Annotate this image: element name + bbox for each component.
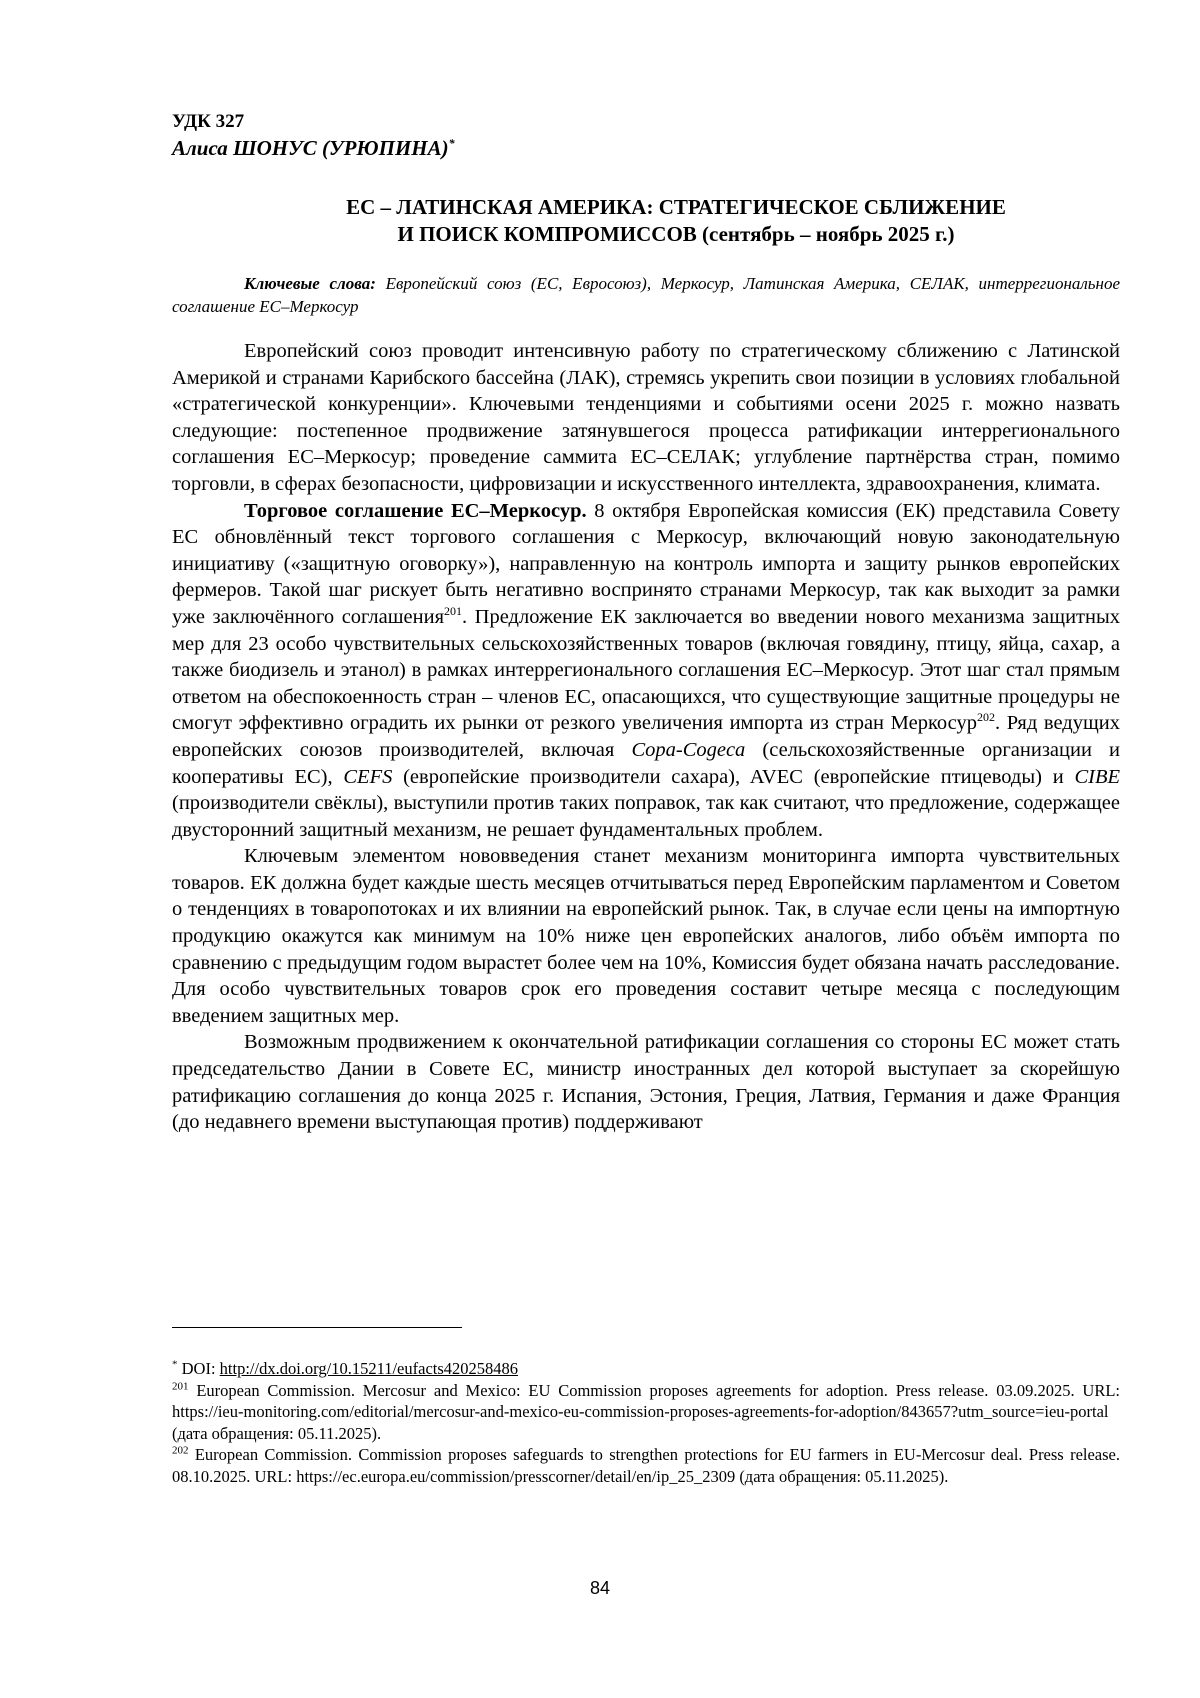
paragraph-4: Возможным продвижением к окончательной ратификации соглашения со стороны ЕС может стать председательство Дании в Совете ЕС, министр иностранных дел которой выступает за скорейшую ратификацию соглашения до конца 2025 г. Испания, Эстония, Греция, Латвия, Германия и даже Франция (до недавнего времени выступающая против) поддерживают	[172, 1031, 1120, 1134]
title-line-2: И ПОИСК КОМПРОМИССОВ (сентябрь – ноябрь 2025 г.)	[397, 222, 955, 246]
footnote-201-text: European Commission. Mercosur and Mexico: EU Commission proposes agreements for adoption. Press release. 03.09.2025. URL: https://ieu-monitoring.com/editorial/mercosur-and-mexico-eu-commission-proposes-agreements-for-adoption/843657?utm_source=ieu-portal (дата обращения: 05.11.2025).	[172, 1380, 1120, 1443]
article-body	[172, 338, 1120, 1136]
org-copa-cogeca: Copa-Cogeca	[631, 738, 746, 761]
author-name	[172, 134, 1120, 162]
footnote-doi	[172, 1358, 1120, 1380]
paragraph-2-text-a: 8 октября Европейская комиссия (ЕК) представила Совету ЕС обновлённый текст торгового соглашения с Меркосур, включающий новую законодательную инициативу («защитную оговорку»), направленную на контроль импорта и защиту рынков европейских фермеров. Такой шаг рискует быть негативно воспринято странами Меркосур, так как выходит за рамки уже заключённого соглашения	[172, 499, 1120, 628]
footnote-201	[172, 1380, 1120, 1445]
page-number: 84	[589, 1578, 611, 1598]
author-footnote-mark: *	[448, 136, 455, 150]
paragraph-2-text-c: . Ряд ведущих европейских союзов производителей, включая	[172, 712, 1120, 761]
footnote-ref-201[interactable]: 201	[444, 604, 463, 619]
keywords-label: Ключевые слова:	[244, 274, 376, 293]
footnote-202-text: European Commission. Commission proposes safeguards to strengthen protections for EU farmers in EU-Mercosur deal. Press release. 08.10.2025. URL: https://ec.europa.eu/commission/presscorner/detail/en/ip_25_2309 (дата обращения: 05.11.2025).	[172, 1445, 1120, 1486]
section-heading-trade-agreement: Торговое соглашение ЕС–Меркосур.	[244, 499, 587, 522]
org-cefs: CEFS	[343, 765, 393, 788]
article-title	[172, 194, 1120, 248]
footnote-202	[172, 1444, 1120, 1487]
footnote-doi-mark: *	[172, 1358, 178, 1371]
doi-link[interactable]: http://dx.doi.org/10.15211/eufacts420258486	[219, 1359, 519, 1378]
keywords-text: Европейский союз (ЕС, Евросоюз), Меркосур, Латинская Америка, СЕЛАК, интеррегиональное соглашение ЕС–Меркосур	[172, 274, 1121, 316]
paragraph-2-text-d: (сельскохозяйственные организации и кооперативы ЕС),	[172, 738, 1120, 788]
footnote-202-mark: 202	[172, 1444, 189, 1457]
footnote-201-mark: 201	[172, 1380, 189, 1392]
main-content	[172, 110, 1120, 1136]
paragraph-2-text-e: (европейские производители сахара), AVEC (европейские птицеводы) и	[392, 765, 1075, 788]
keywords	[172, 272, 1120, 318]
title-line-1: ЕС – ЛАТИНСКАЯ АМЕРИКА: СТРАТЕГИЧЕСКОЕ СБЛИЖЕНИЕ	[346, 195, 1006, 219]
paragraph-2	[172, 498, 1120, 844]
paragraph-3: Ключевым элементом нововведения станет механизм мониторинга импорта чувствительных товаров. ЕК должна будет каждые шесть месяцев отчитываться перед Европейским парламентом и Советом о тенденциях в товаропотоках и их влиянии на европейский рынок. Так, в случае если цены на импортную продукцию окажутся как минимум на 10% ниже цен европейских аналогов, либо объём импорта по сравнению с предыдущим годом вырастет более чем на 10%, Комиссия будет обязана начать расследование. Для особо чувствительных товаров срок его проведения составит четыре месяца с последующим введением защитных мер.	[172, 845, 1120, 1027]
footnote-separator	[172, 1327, 462, 1328]
org-cibe: CIBE	[1074, 765, 1120, 788]
footnotes	[172, 1358, 1120, 1487]
footnote-ref-202[interactable]: 202	[977, 710, 995, 725]
paragraph-1: Европейский союз проводит интенсивную работу по стратегическому сближению с Латинской Америкой и странами Карибского бассейна (ЛАК), стремясь укрепить свои позиции в условиях глобальной «стратегической конкуренции». Ключевыми тенденциями и событиями осени 2025 г. можно назвать следующие: постепенное продвижение затянувшегося процесса ратификации интеррегионального соглашения ЕС–Меркосур; проведение саммита ЕС–СЕЛАК; углубление партнёрства стран, помимо торговли, в сферах безопасности, цифровизации и искусственного интеллекта, здравоохранения, климата.	[172, 340, 1120, 495]
author-text: Алиса ШОНУС (УРЮПИНА)	[172, 136, 449, 160]
udk-code: УДК 327	[172, 111, 245, 132]
paragraph-2-text-f: (производители свёклы), выступили против таких поправок, так как считают, что предложение, содержащее двусторонний защитный механизм, не решает фундаментальных проблем.	[172, 792, 1120, 841]
footnote-doi-label: DOI:	[177, 1359, 220, 1378]
paragraph-2-text-b: . Предложение ЕК заключается во введении нового механизма защитных мер для 23 особо чувствительных сельскохозяйственных товаров (включая говядину, птицу, яйца, сахар, а также биодизель и этанол) в рамках интеррегионального соглашения ЕС–Меркосур. Этот шаг стал прямым ответом на обеспокоенность стран – членов ЕС, опасающихся, что существующие защитные процедуры не смогут эффективно оградить их рынки от резкого увеличения импорта из стран Меркосур	[172, 605, 1120, 735]
